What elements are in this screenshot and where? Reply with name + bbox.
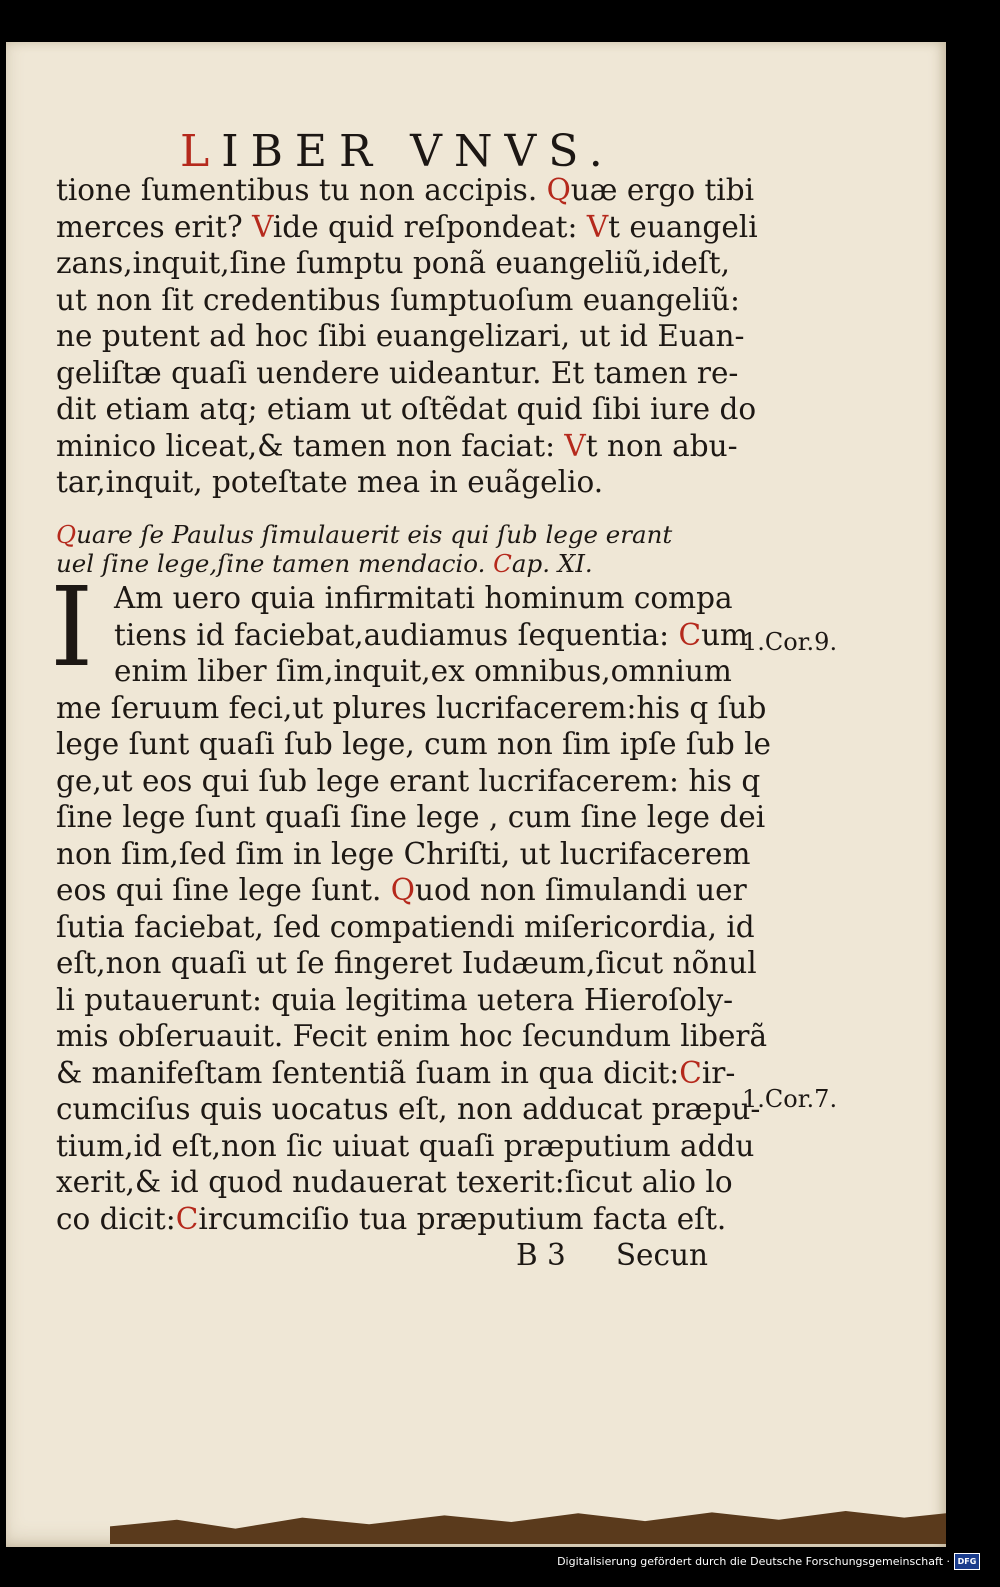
running-header (180, 126, 630, 177)
margin-note-1: 1.Cor.9. (742, 628, 838, 656)
paragraph-1 (56, 172, 758, 501)
text-line: cumciſus quis uocatus eſt, non adducat præpu- (56, 1092, 761, 1126)
text-line: tar,inquit, poteſtate mea in euãgelio. (56, 465, 604, 499)
chapter-heading (56, 520, 736, 578)
text-line: ge,ut eos qui ſub lege erant lucrifacerem: his q (56, 763, 761, 798)
text-line: Am uero quia infirmitati hominum compa (114, 581, 733, 615)
text-line: geliſtæ quaſi uendere uideantur. Et tamen re- (56, 355, 739, 390)
catchline (56, 1237, 736, 1274)
text-line: merces erit? Vide quid reſpondeat: Vt euangeli (56, 209, 758, 244)
text-line: minico liceat,& tamen non faciat: Vt non abu- (56, 428, 738, 463)
text-line: ut non ſit credentibus ſumptuoſum euangeliũ: (56, 282, 740, 317)
text-line: zans,inquit,ſine ſumptu ponã euangeliũ,ideſt, (56, 246, 730, 280)
text-line: li putauerunt: quia legitima uetera Hieroſoly- (56, 982, 734, 1017)
text-line: mis obſeruauit. Fecit enim hoc ſecundum liberã (56, 1019, 768, 1053)
text-line: ſutia faciebat, ſed compatiendi miſericordia, id (56, 909, 755, 944)
dfg-logo-icon: DFG (954, 1553, 980, 1570)
text-line: tiens id faciebat,audiamus ſequentia: Cum (114, 617, 749, 652)
catchword: Secun (615, 1238, 709, 1272)
header-rest: IBER VNVS. (221, 126, 615, 177)
text-line: me ſeruum feci,ut plures lucrifacerem:his q ſub (56, 690, 767, 725)
text-line: enim liber ſim,inquit,ex omnibus,omnium (114, 654, 732, 688)
paragraph-2 (56, 580, 771, 1274)
heading-line: Quare ſe Paulus ſimulauerit eis qui ſub lege erant (56, 520, 673, 549)
heading-line: uel ſine lege,ſine tamen mendacio. Cap. XI. (56, 549, 593, 578)
text-line: xerit,& id quod nudauerat texerit:ſicut alio lo (56, 1165, 733, 1199)
header-initial: L (180, 126, 222, 177)
text-line: tium,id eſt,non ſic uiuat quaſi præputium addu (56, 1128, 755, 1163)
margin-note-2: 1.Cor.7. (742, 1085, 838, 1113)
drop-cap: I (50, 563, 94, 691)
text-line: & manifeſtam ſententiã ſuam in qua dicit:Cir- (56, 1055, 736, 1090)
text-line: non ſim,ſed ſim in lege Chriſti, ut lucrifacerem (56, 836, 751, 871)
text-line: ſine lege ſunt quaſi ſine lege , cum ſine lege dei (56, 800, 766, 834)
text-line: lege ſunt quaſi ſub lege, cum non ſim ipſe ſub le (56, 727, 771, 761)
text-line: dit etiam atq; etiam ut oſtẽdat quid ſibi iure do (56, 392, 757, 426)
text-line: co dicit:Circumciſio tua præputium facta eſt. (56, 1201, 727, 1236)
text-line: ne putent ad hoc ſibi euangelizari, ut id Euan- (56, 319, 745, 353)
text-line: eos qui ſine lege ſunt. Quod non ſimulandi uer (56, 873, 747, 907)
text-line: tione ſumentibus tu non accipis. Quæ ergo tibi (56, 173, 755, 207)
signature-mark: B 3 (516, 1238, 566, 1272)
text-line: eſt,non quaſi ut ſe fingeret Iudæum,ſicut nõnul (56, 946, 757, 980)
digitization-credit: Digitalisierung gefördert durch die Deutsche Forschungsgemeinschaft · (557, 1555, 950, 1568)
